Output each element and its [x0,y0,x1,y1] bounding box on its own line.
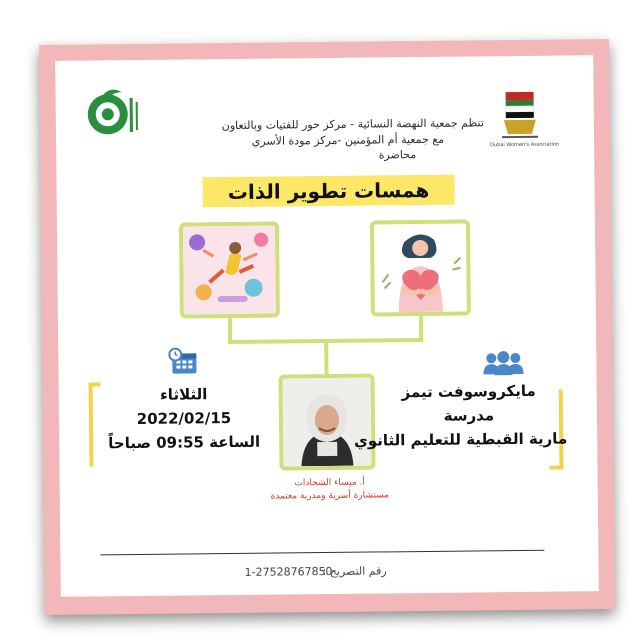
footer-divider [100,550,544,556]
speaker-photo [279,374,376,471]
venue-platform: مايكروسوفت تيمز [401,381,536,402]
right-logo-caption: Dubai Women's Association [490,141,560,149]
event-time: الساعة 09:55 صباحاً [108,432,261,453]
connector-right-vertical [419,316,423,340]
connector-left-vertical [228,318,232,342]
permit-number: 1-27528767850 [244,564,333,579]
permit-label: رقم التصريح : [322,564,387,579]
organizer-line-3: محاضرة [378,148,417,162]
lecture-title: همسات تطوير الذات [202,175,454,208]
illustration-woman-heart [370,219,471,316]
association-logo-left [85,84,146,141]
poster-card [55,55,599,597]
venue-school-label: مدرسة [443,406,495,425]
organizer-line-2: مع جمعية أم المؤمنين -مركز مودة الأسري [251,132,445,148]
event-date: 2022/02/15 [136,409,232,428]
dubai-womens-association-logo [490,90,560,150]
connector-center-vertical [324,341,328,375]
speaker-role: مستشارة أسرية ومدربة معتمدة [270,490,390,502]
date-bracket [89,382,102,466]
speaker-name: أ. ميساء الشحادات [294,477,365,489]
people-group-icon [481,350,525,376]
organizer-line-1: تنظم جمعية النهضة النسائية - مركز حور للفتيات وبالتعاون [221,116,484,133]
event-day: الثلاثاء [159,385,208,404]
calendar-clock-icon [168,347,198,375]
venue-school-name: مارية القبطية للتعليم الثانوي [353,429,568,450]
illustration-girl-flying [179,221,280,318]
